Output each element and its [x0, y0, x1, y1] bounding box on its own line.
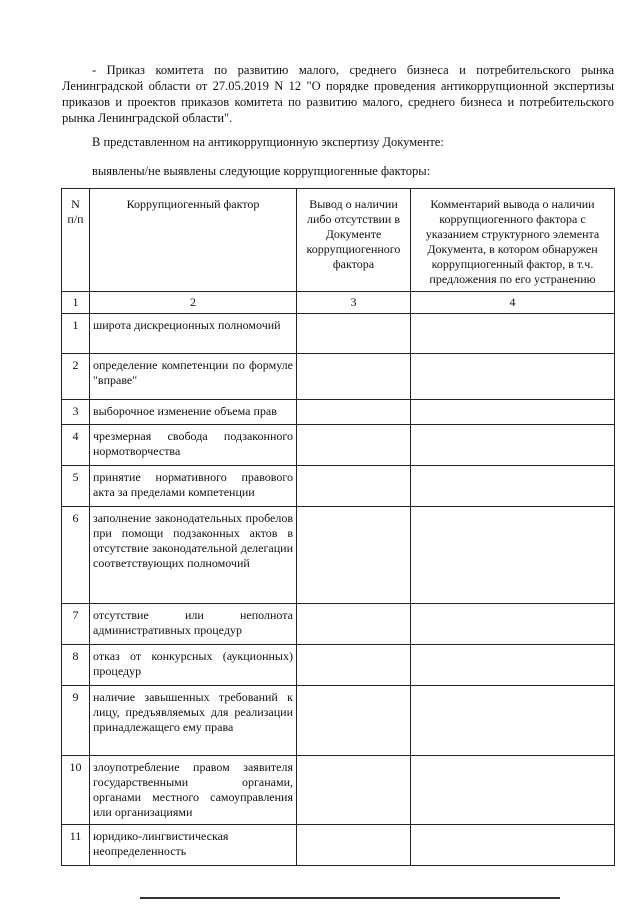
row-number: 10 — [62, 756, 90, 825]
conclusion-cell[interactable] — [297, 756, 411, 825]
table-row — [62, 645, 615, 686]
table-row — [62, 400, 615, 425]
row-number: 5 — [62, 466, 90, 507]
column-number: 3 — [297, 292, 411, 314]
comment-cell[interactable] — [411, 425, 615, 466]
factor-cell: определение компетенции по формуле "вправе" — [90, 354, 297, 400]
factor-cell: выборочное изменение объема прав — [90, 400, 297, 425]
comment-cell[interactable] — [411, 314, 615, 354]
factor-cell: чрезмерная свобода подзаконного нормотворчества — [90, 425, 297, 466]
conclusion-cell[interactable] — [297, 466, 411, 507]
factor-cell: принятие нормативного правового акта за пределами компетенции — [90, 466, 297, 507]
conclusion-cell[interactable] — [297, 825, 411, 866]
comment-cell[interactable] — [411, 507, 615, 604]
table-row — [62, 466, 615, 507]
row-number: 6 — [62, 507, 90, 604]
table-row — [62, 314, 615, 354]
comment-cell[interactable] — [411, 400, 615, 425]
conclusion-cell[interactable] — [297, 354, 411, 400]
factor-cell: отказ от конкурсных (аукционных) процедур — [90, 645, 297, 686]
factor-cell: наличие завышенных требований к лицу, предъявляемых для реализации принадлежащего ему права — [90, 686, 297, 756]
comment-cell[interactable] — [411, 354, 615, 400]
table-row — [62, 354, 615, 400]
conclusion-cell[interactable] — [297, 314, 411, 354]
row-number: 7 — [62, 604, 90, 645]
conclusion-cell[interactable] — [297, 686, 411, 756]
conclusion-cell[interactable] — [297, 604, 411, 645]
factor-cell: юридико-лингвистическая неопределенность — [90, 825, 297, 866]
conclusion-cell[interactable] — [297, 507, 411, 604]
row-number: 3 — [62, 400, 90, 425]
conclusion-cell[interactable] — [297, 425, 411, 466]
row-number: 8 — [62, 645, 90, 686]
intro-paragraph: - Приказ комитета по развитию малого, среднего бизнеса и потребительского рынка Ленинградской области от 27.05.2019 N 12 "О порядке проведения антикоррупционной экспертизы приказов и проектов приказов комитета по развитию малого, среднего бизнеса и потребительского рынка Ленинградской области". — [62, 63, 614, 125]
table-row — [62, 825, 615, 866]
factor-cell: отсутствие или неполнота административных процедур — [90, 604, 297, 645]
table-row — [62, 425, 615, 466]
row-number: 9 — [62, 686, 90, 756]
comment-cell[interactable] — [411, 604, 615, 645]
column-number: 4 — [411, 292, 615, 314]
comment-cell[interactable] — [411, 466, 615, 507]
header-factor: Коррупциогенный фактор — [90, 189, 297, 292]
comment-cell[interactable] — [411, 686, 615, 756]
comment-cell[interactable] — [411, 825, 615, 866]
factor-cell: злоупотребление правом заявителя государственными органами, органами местного самоуправления или организациями — [90, 756, 297, 825]
conclusion-cell[interactable] — [297, 400, 411, 425]
corruption-factors-table — [61, 188, 615, 866]
column-number-row — [62, 292, 615, 314]
statement-paragraph: В представленном на антикоррупционную экспертизу Документе: — [92, 135, 444, 149]
header-comment: Комментарий вывода о наличии коррупциогенного фактора с указанием структурного элемента Документа, в котором обнаружен коррупциогенный фактор, в т.ч. предложения по его устранению — [411, 189, 615, 292]
table-row — [62, 756, 615, 825]
comment-cell[interactable] — [411, 756, 615, 825]
factor-cell: широта дискреционных полномочий — [90, 314, 297, 354]
table-row — [62, 604, 615, 645]
header-number: N п/п — [62, 189, 90, 292]
table-row — [62, 507, 615, 604]
header-conclusion: Вывод о наличии либо отсутствии в Документе коррупциогенного фактора — [297, 189, 411, 292]
row-number: 2 — [62, 354, 90, 400]
row-number: 4 — [62, 425, 90, 466]
row-number: 1 — [62, 314, 90, 354]
row-number: 11 — [62, 825, 90, 866]
factors-caption: выявлены/не выявлены следующие коррупциогенные факторы: — [92, 164, 431, 178]
scan-edge-line — [140, 897, 560, 899]
table-row — [62, 686, 615, 756]
column-number: 2 — [90, 292, 297, 314]
factor-cell: заполнение законодательных пробелов при помощи подзаконных актов в отсутствие законодательной делегации соответствующих полномочий — [90, 507, 297, 604]
column-number: 1 — [62, 292, 90, 314]
comment-cell[interactable] — [411, 645, 615, 686]
conclusion-cell[interactable] — [297, 645, 411, 686]
table-header-row — [62, 189, 615, 292]
